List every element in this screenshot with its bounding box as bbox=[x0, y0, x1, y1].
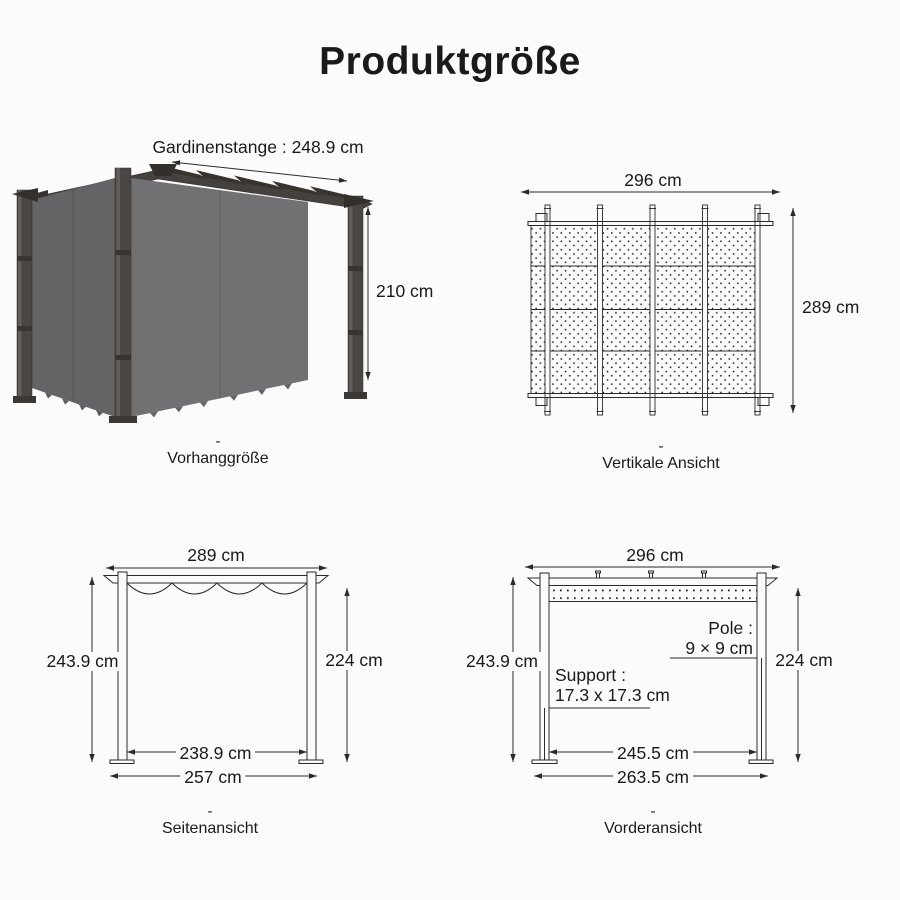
front-inner-width-label: 245.5 cm bbox=[613, 744, 693, 763]
side-width-label: 289 cm bbox=[187, 545, 245, 565]
pole-size-line2: 9 × 9 cm bbox=[685, 638, 753, 658]
front-right-height-label: 224 cm bbox=[771, 651, 836, 670]
caption-text: Seitenansicht bbox=[161, 820, 259, 837]
caption-text: Vertikale Ansicht bbox=[602, 455, 720, 472]
pergola-curtains bbox=[32, 178, 308, 418]
side-right-height-label: 224 cm bbox=[321, 651, 386, 670]
side-posts bbox=[110, 572, 323, 764]
front-outer-width-label: 263.5 cm bbox=[613, 768, 693, 787]
front-top-beam bbox=[528, 578, 777, 586]
front-valance bbox=[549, 586, 757, 602]
caption-dash: - bbox=[207, 803, 213, 820]
side-right-height-dimension bbox=[344, 588, 349, 762]
curtain-3d-view bbox=[0, 130, 450, 480]
height-dimension-arrow bbox=[790, 208, 795, 413]
front-view-drawing bbox=[460, 540, 900, 850]
curtain-scallops bbox=[127, 583, 307, 594]
vertical-view-drawing bbox=[480, 160, 900, 480]
canopy-panels bbox=[531, 226, 760, 394]
front-right-height-dimension bbox=[795, 588, 800, 762]
caption-dash: - bbox=[215, 433, 221, 450]
support-size-line2: 17.3 x 17.3 cm bbox=[555, 685, 670, 705]
front-width-dimension bbox=[525, 564, 780, 569]
side-view-drawing bbox=[30, 540, 450, 850]
caption-text: Vorderansicht bbox=[604, 820, 702, 837]
side-inner-width-label: 238.9 cm bbox=[176, 744, 256, 763]
side-view bbox=[30, 540, 450, 850]
front-view bbox=[460, 540, 900, 850]
caption-dash: - bbox=[658, 438, 664, 455]
vertical-height-label: 289 cm bbox=[802, 297, 860, 317]
width-dimension-arrow bbox=[521, 189, 780, 194]
beam-studs bbox=[596, 571, 707, 578]
vertical-width-label: 296 cm bbox=[624, 170, 682, 190]
front-left-height-label: 243.9 cm bbox=[462, 652, 542, 671]
front-view-caption bbox=[604, 803, 702, 838]
curtain-3d-caption bbox=[167, 433, 269, 468]
caption-text: Vorhanggröße bbox=[167, 450, 269, 467]
curtain-height-label: 210 cm bbox=[376, 281, 434, 301]
side-left-height-label: 243.9 cm bbox=[43, 652, 123, 671]
support-size-line1: Support : bbox=[555, 665, 627, 685]
side-top-beam bbox=[104, 576, 328, 584]
pergola-3d-drawing bbox=[0, 130, 450, 480]
side-width-dimension bbox=[106, 565, 327, 570]
page-title: Produktgröße bbox=[319, 40, 581, 83]
height-dimension-arrow bbox=[365, 207, 370, 380]
side-outer-width-label: 257 cm bbox=[180, 768, 245, 787]
pole-size-label bbox=[685, 618, 753, 658]
vertical-view bbox=[480, 160, 900, 480]
side-view-caption bbox=[161, 803, 259, 838]
caption-dash: - bbox=[650, 803, 656, 820]
support-size-label bbox=[555, 665, 670, 705]
pole-size-line1: Pole : bbox=[708, 618, 753, 638]
rod-length-label: Gardinenstange : 248.9 cm bbox=[152, 137, 364, 157]
vertical-view-caption bbox=[602, 438, 720, 473]
front-width-label: 296 cm bbox=[626, 545, 684, 565]
